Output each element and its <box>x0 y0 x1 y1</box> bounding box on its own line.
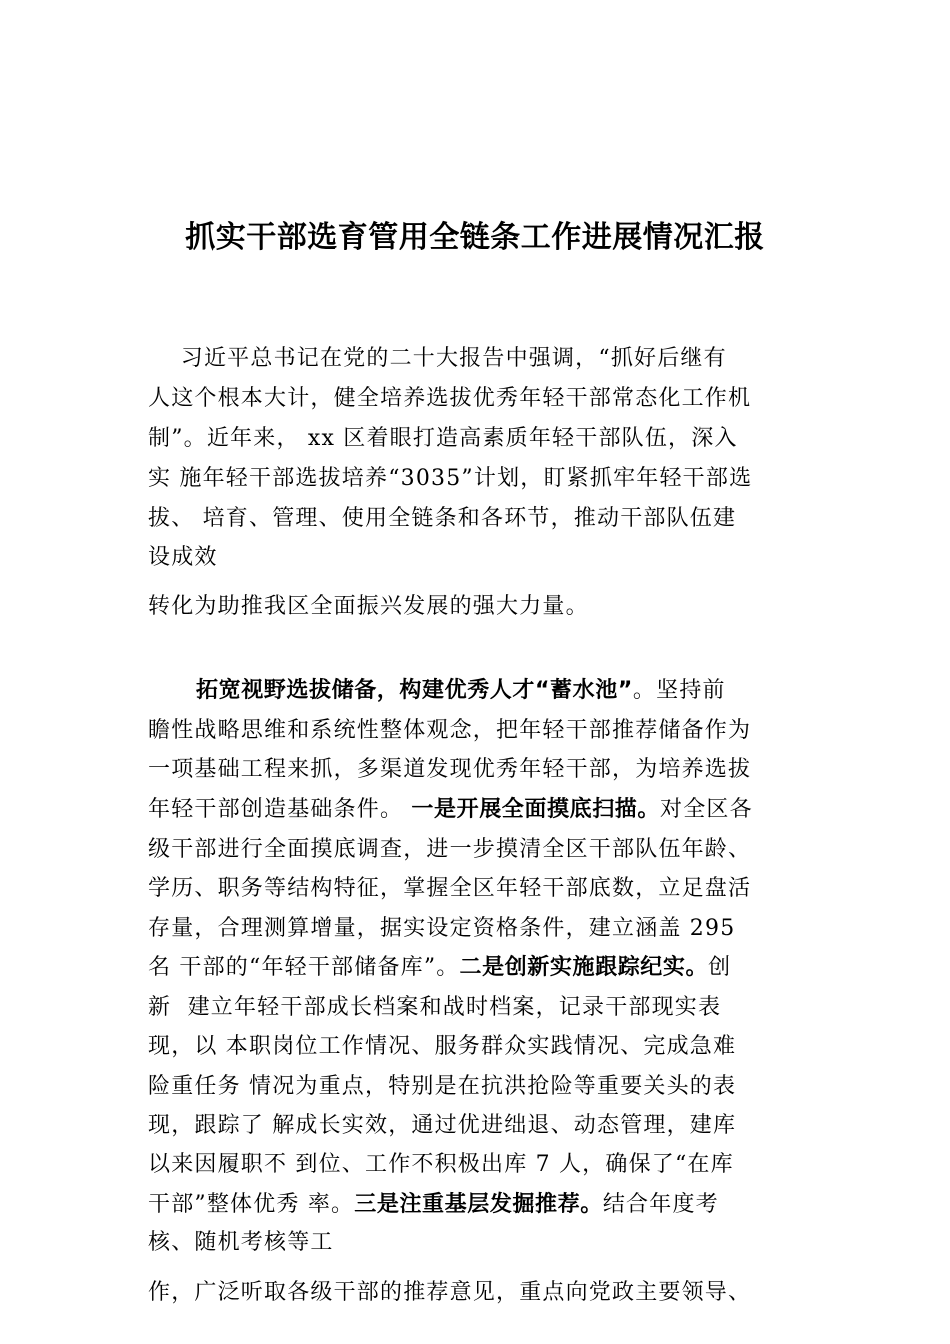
paragraph-line: 制”。近年来， xx 区着眼打造高素质年轻干部队伍，深入 <box>148 426 738 451</box>
text-run: 干部”整体优秀 率。 <box>148 1192 355 1217</box>
section-heading: 拓宽视野选拔储备，构建优秀人才“蓄水池” <box>196 678 633 703</box>
point-heading: 二是创新实施跟踪纪实。 <box>459 955 709 980</box>
paragraph-line: 实 施年轻干部选拔培养“3035”计划，盯紧抓牢年轻干部选 <box>148 466 753 491</box>
document-title: 抓实干部选育管用全链条工作进展情况汇报 <box>185 220 765 255</box>
paragraph-line: 设成效 <box>148 545 218 570</box>
text-run: 结合年度考 <box>602 1192 719 1217</box>
paragraph-line: 新 建立年轻干部成长档案和战时档案，记录干部现实表 <box>148 995 722 1020</box>
point-heading: 一是开展全面摸底扫描。 <box>411 797 661 822</box>
paragraph-line: 现，以 本职岗位工作情况、服务群众实践情况、完成急难 <box>148 1034 737 1059</box>
paragraph-line <box>148 953 731 983</box>
text-run: 名 干部的“年轻干部储备库”。 <box>148 955 460 980</box>
point-heading: 三是注重基层发掘推荐。 <box>354 1192 603 1217</box>
paragraph-line: 学历、职务等结构特征，掌握全区年轻干部底数，立足盘活 <box>148 876 752 901</box>
paragraph-line: 级干部进行全面摸底调查，进一步摸清全区干部队伍年龄、 <box>148 837 752 862</box>
paragraph-line <box>148 1190 719 1220</box>
paragraph-line: 现，跟踪了 解成长实效，通过优进绌退、动态管理，建库 <box>148 1113 737 1138</box>
paragraph-line: 作，广泛听取各级干部的推荐意见，重点向党政主要领导、 <box>148 1280 752 1305</box>
text-run: 创 <box>708 955 732 980</box>
text-run: 年轻干部创造基础条件。 <box>148 797 412 822</box>
paragraph-line: 存量，合理测算增量，据实设定资格条件，建立涵盖 295 <box>148 916 736 941</box>
paragraph-line: 习近平总书记在党的二十大报告中强调，“抓好后继有 <box>148 346 727 371</box>
paragraph-line: 以来因履职不 到位、工作不积极出库 7 人，确保了“在库 <box>148 1152 734 1177</box>
paragraph-line: 险重任务 情况为重点，特别是在抗洪抢险等重要关头的表 <box>148 1074 737 1099</box>
paragraph-line: 人这个根本大计，健全培养选拔优秀年轻干部常态化工作机 <box>148 386 752 411</box>
paragraph-line: 拔、 培育、管理、使用全链条和各环节，推动干部队伍建 <box>148 506 737 531</box>
paragraph-line: 一项基础工程来抓，多渠道发现优秀年轻干部，为培养选拔 <box>148 757 752 782</box>
text-run: 。坚持前 <box>632 678 726 703</box>
paragraph-line: 转化为助推我区全面振兴发展的强大力量。 <box>148 594 589 619</box>
paragraph-line: 瞻性战略思维和系统性整体观念，把年轻干部推荐储备作为 <box>148 718 752 743</box>
text-run: 对全区各 <box>660 797 753 822</box>
paragraph-line <box>196 676 726 706</box>
paragraph-line: 核、随机考核等工 <box>148 1230 334 1255</box>
paragraph-line <box>148 795 753 825</box>
